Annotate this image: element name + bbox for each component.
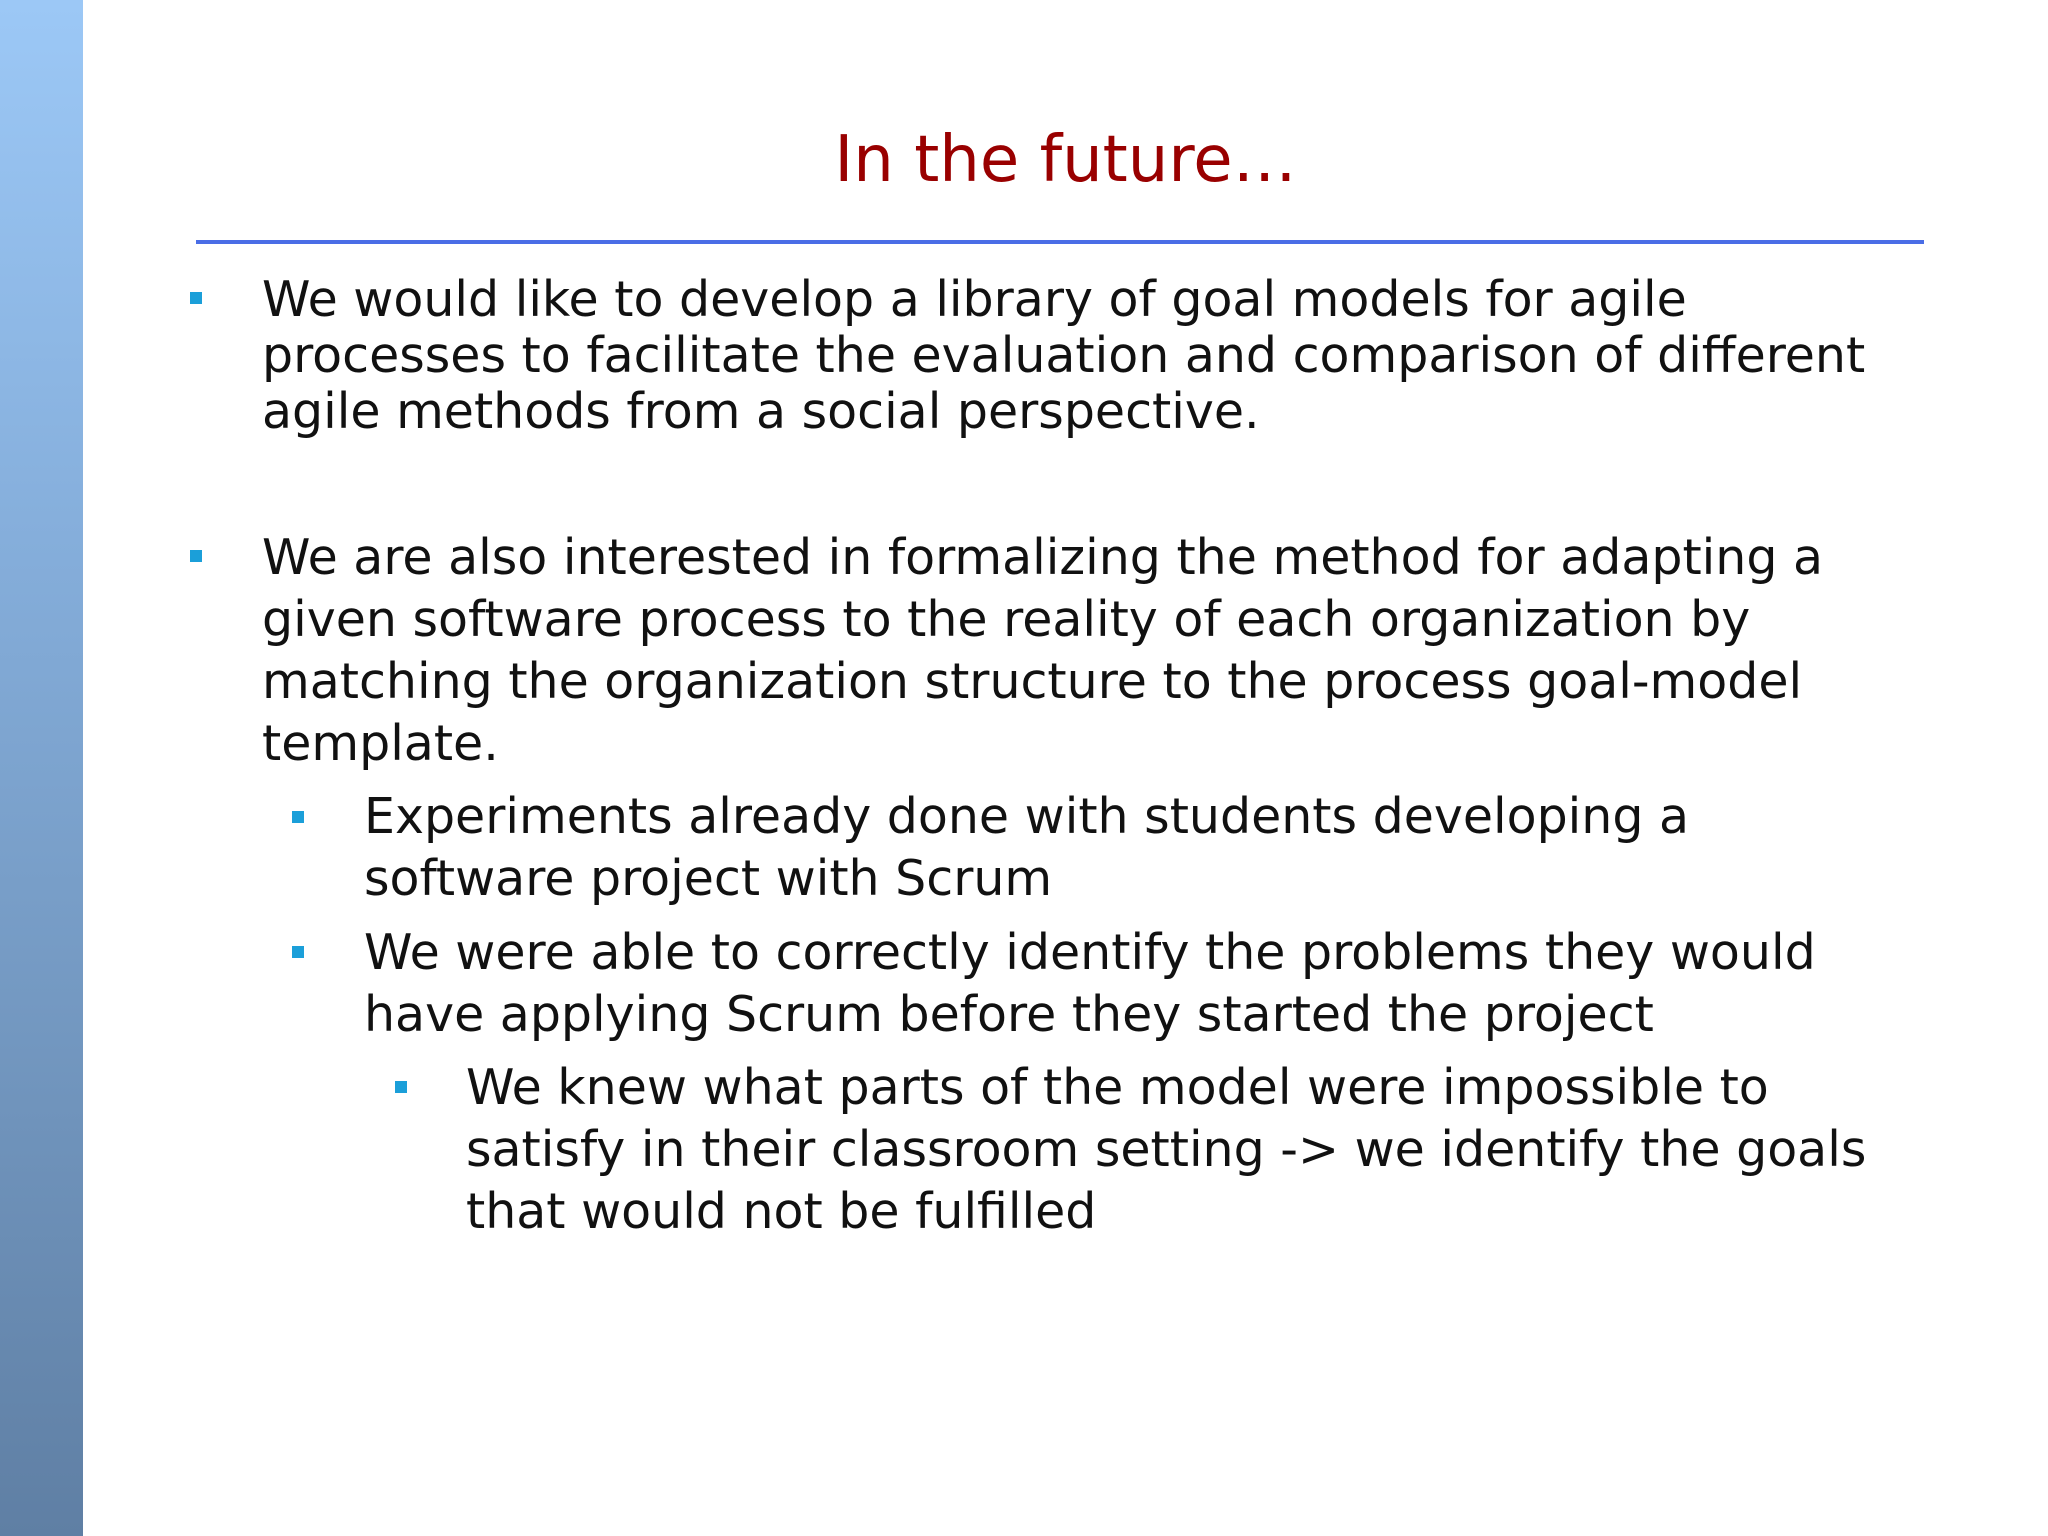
title-underline bbox=[196, 240, 1924, 244]
sub-bullet-1-line-2: software project with Scrum bbox=[364, 850, 1053, 907]
bullet-1-line-1: We would like to develop a library of goal models for agile bbox=[262, 271, 1687, 328]
sub-sub-bullet-1-line-2: satisfy in their classroom setting -> we identify the goals bbox=[466, 1121, 1867, 1178]
bullet-marker-1 bbox=[190, 292, 202, 304]
slide-title: In the future… bbox=[834, 123, 1297, 197]
sub-bullet-item-1 bbox=[364, 786, 1689, 910]
sub-sub-bullet-1-line-1: We knew what parts of the model were impossible to bbox=[466, 1059, 1769, 1116]
sub-bullet-marker-1 bbox=[292, 811, 304, 823]
bullet-marker-2 bbox=[190, 550, 202, 562]
sub-sub-bullet-item-1 bbox=[466, 1057, 1866, 1243]
sub-bullet-1-line-1: Experiments already done with students developing a bbox=[364, 788, 1690, 845]
bullet-2-line-3: matching the organization structure to the process goal-model bbox=[262, 653, 1803, 710]
bullet-2-line-1: We are also interested in formalizing the method for adapting a bbox=[262, 529, 1824, 586]
sub-bullet-item-2 bbox=[364, 922, 1816, 1046]
side-decorative-band bbox=[0, 0, 83, 1536]
sub-sub-bullet-marker-1 bbox=[395, 1081, 407, 1093]
bullet-2-line-4: template. bbox=[262, 715, 499, 772]
bullet-1-line-2: processes to facilitate the evaluation and comparison of different bbox=[262, 327, 1866, 384]
bullet-1-line-3: agile methods from a social perspective. bbox=[262, 383, 1260, 440]
sub-bullet-marker-2 bbox=[292, 946, 304, 958]
bullet-item-2 bbox=[262, 527, 1823, 775]
sub-bullet-2-line-2: have applying Scrum before they started the project bbox=[364, 986, 1654, 1043]
sub-sub-bullet-1-line-3: that would not be fulfilled bbox=[466, 1183, 1097, 1240]
sub-bullet-2-line-1: We were able to correctly identify the problems they would bbox=[364, 924, 1816, 981]
bullet-2-line-2: given software process to the reality of each organization by bbox=[262, 591, 1751, 648]
bullet-item-1 bbox=[262, 272, 1865, 440]
